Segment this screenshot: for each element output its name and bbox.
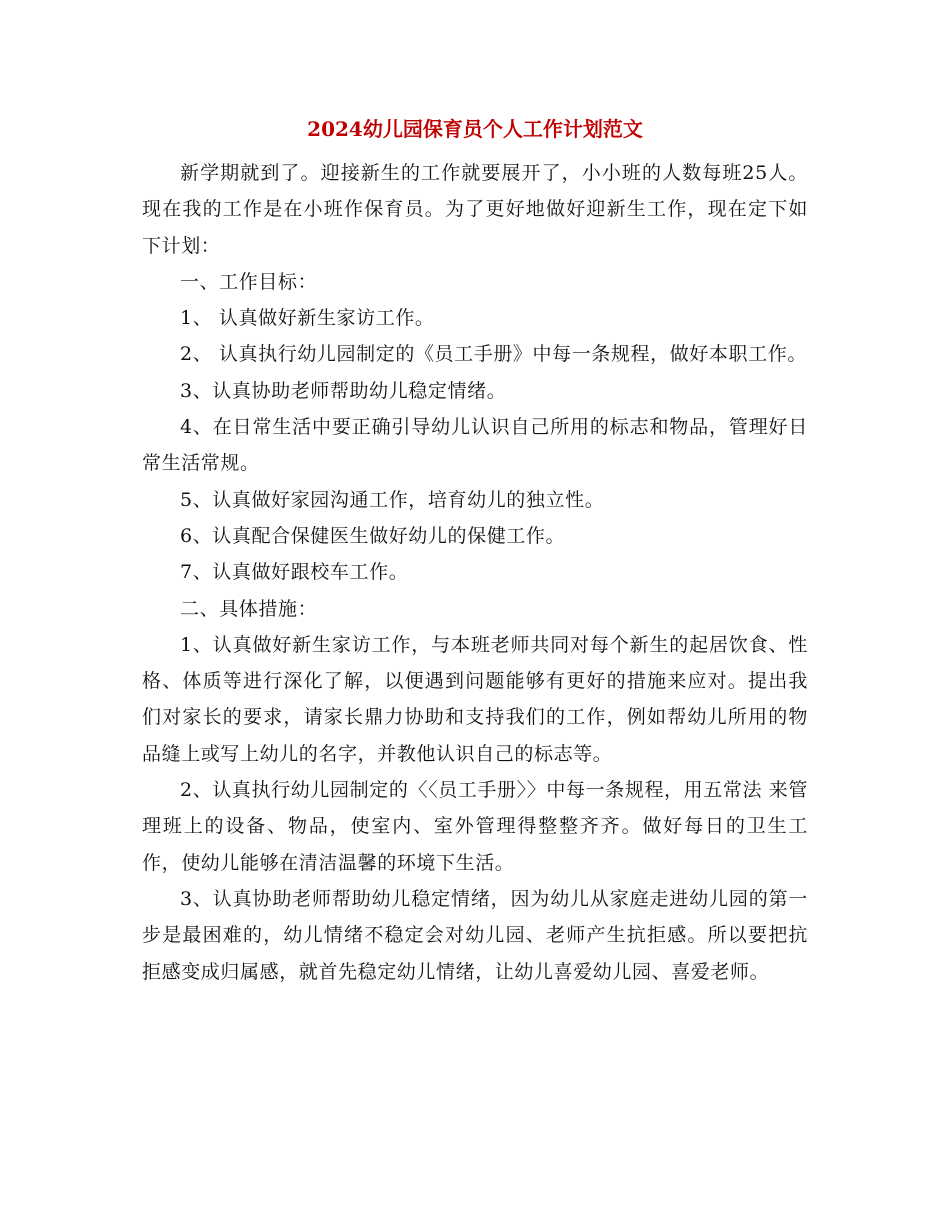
- document-title: 2024幼儿园保育员个人工作计划范文: [307, 117, 643, 141]
- goal-item-3: 3、认真协助老师帮助幼儿稳定情绪。: [180, 379, 507, 402]
- measure-item-3: 3、认真协助老师帮助幼儿稳定情绪，因为幼儿从家庭走进幼儿园的第一步是最困难的，幼儿情绪不稳定会对幼儿园、老师产生抗拒感。所以要把抗拒感变成归属感，就首先稳定幼儿情绪，让幼儿喜爱幼儿园、喜爱老师。: [142, 887, 808, 983]
- goal-item-6: 6、认真配合保健医生做好幼儿的保健工作。: [180, 524, 566, 547]
- goal-item-7: 7、认真做好跟校车工作。: [180, 561, 409, 584]
- goal-item-2: 2、 认真执行幼儿园制定的《员工手册》中每一条规程，做好本职工作。: [180, 343, 807, 366]
- section-heading-measures: 二、具体措施：: [180, 597, 318, 620]
- document-body: [142, 155, 808, 990]
- measure-item-1: 1、认真做好新生家访工作，与本班老师共同对每个新生的起居饮食、性格、体质等进行深化了解，以便遇到问题能够有更好的措施来应对。提出我们对家长的要求，请家长鼎力协助和支持我们的工作，例如帮幼儿所用的物品缝上或写上幼儿的名字，并教他认识自己的标志等。: [142, 633, 808, 765]
- paragraph-intro: 新学期就到了。迎接新生的工作就要展开了，小小班的人数每班25人。现在我的工作是在小班作保育员。为了更好地做好迎新生工作，现在定下如下计划：: [142, 162, 808, 257]
- goal-item-1: 1、 认真做好新生家访工作。: [180, 307, 435, 330]
- section-heading-goals: 一、工作目标：: [180, 270, 318, 293]
- measure-item-2: 2、认真执行幼儿园制定的〈〈员工手册〉〉中每一条规程，用五常法 来管理班上的设备、物品，使室内、室外管理得整整齐齐。做好每日的卫生工作，使幼儿能够在清洁温馨的环境下生活。: [142, 779, 808, 874]
- goal-item-5: 5、认真做好家园沟通工作，培育幼儿的独立性。: [180, 488, 605, 511]
- goal-item-4: 4、在日常生活中要正确引导幼儿认识自己所用的标志和物品，管理好日常生活常规。: [142, 416, 808, 475]
